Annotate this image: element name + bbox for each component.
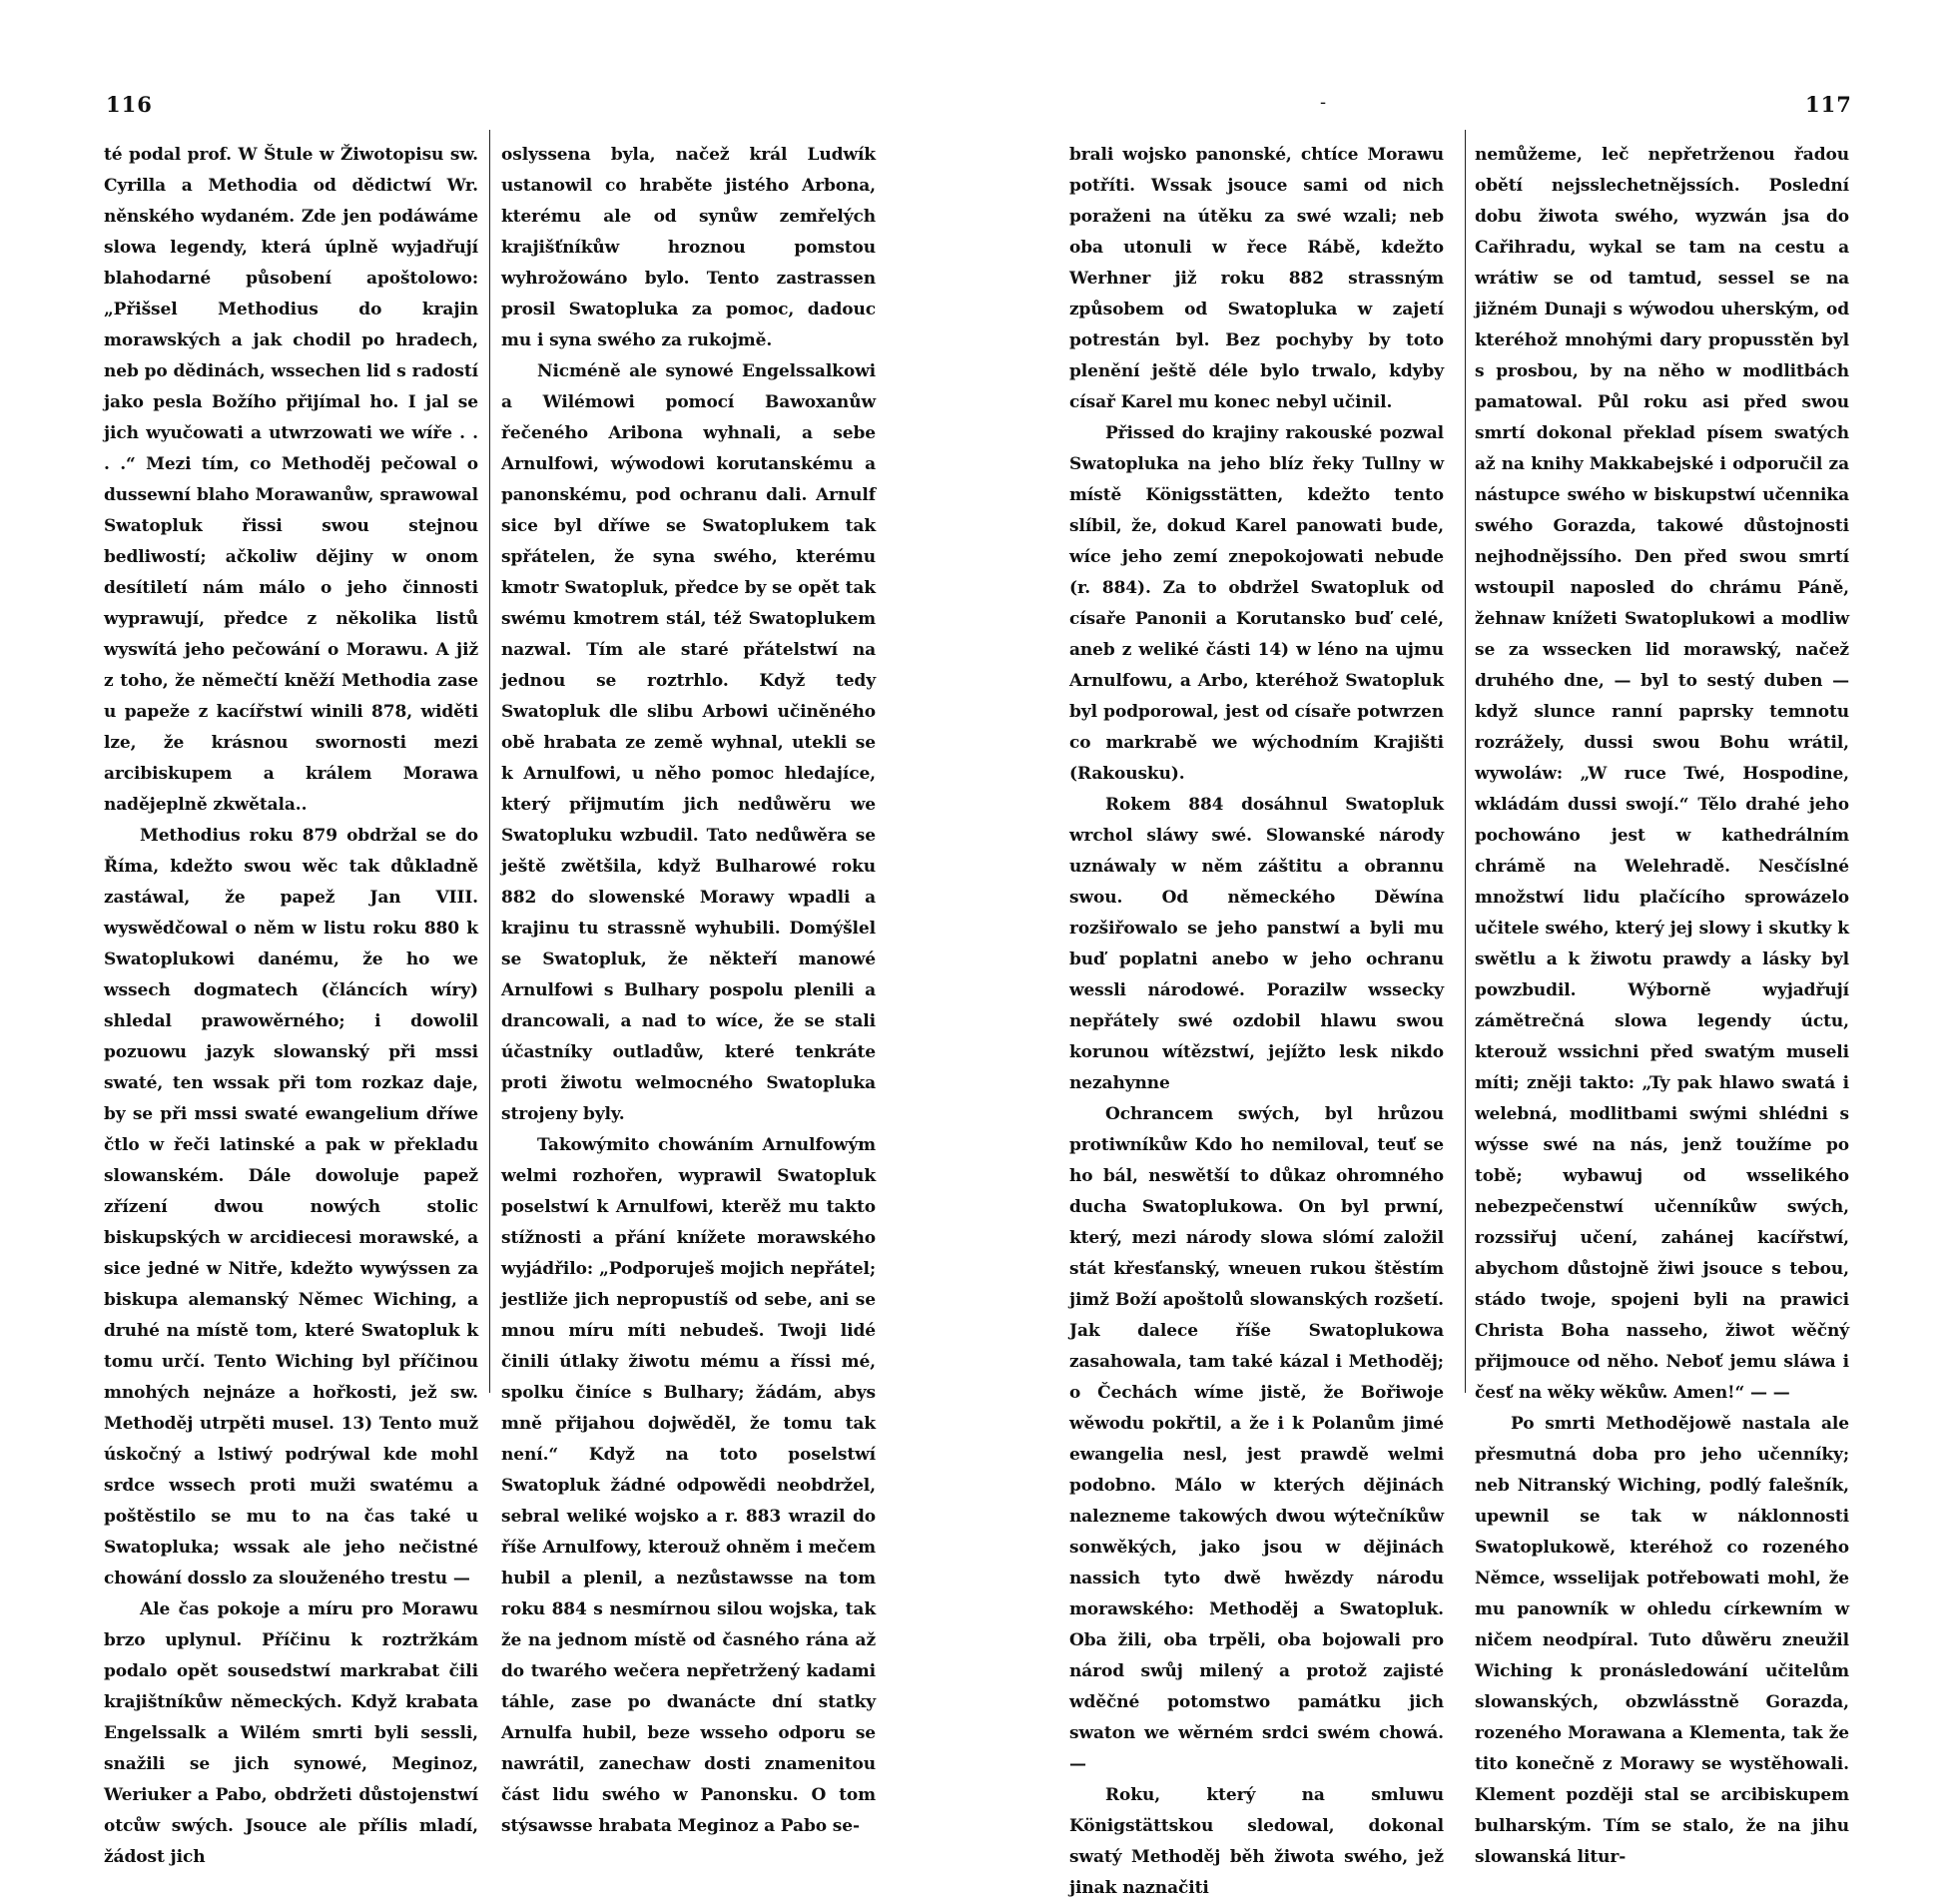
column-divider [489,130,490,1393]
header-mark: - [1320,92,1327,113]
text-column [1069,140,1444,1898]
paragraph: Ale čas pokoje a míru pro Morawu brzo uplynul. Příčinu k roztržkám podalo opět sousedstwí markrabat čili krajištníkůw německých. Když krabata Engelssalk a Wilém smrti byli sessli, snažili se jich synowé, Meginoz, Weriuker a Pabo, obdržeti důstojenstwí otcůw swých. Jsouce ale přílis mladí, žádost jich [104,1599,478,1867]
paragraph: nemůžeme, leč nepřetrženou řadou obětí nejsslechetnějssích. Poslední dobu žiwota swého, wyzwán jsa do Cařihradu, wykal se tam na cestu a wrátiw se od tamtud, sessel se na jižném Dunaji s wýwodou uherským, od kteréhož mnohými dary propusstěn byl s prosbou, by na něho w modlitbách pamatowal. Půl roku asi před swou smrtí dokonal překlad písem swatých až na knihy Makkabejské i odporučil za nástupce swého w biskupstwí učennika swého Gorazda, takowé důstojnosti nejhodnějssího. Den před swou smrtí wstoupil naposled do chrámu Páně, žehnaw knížeti Swatoplukowi a modliw se za wssecken lid morawský, načež druhého dne, — byl to sestý duben — když slunce ranní paprsky temnotu rozrážely, dussi swou Bohu wrátil, wywoláw: „W ruce Twé, Hospodine, wkládám dussi swojí.“ Tělo drahé jeho pochowáno jest w kathedrálním chrámě na Welehradě. Nesčíslné množstwí lidu plačícího sprowázelo učitele swého, který jej slowy i skutky k swětlu a k žiwotu prawdy a lásky byl powzbudil. Wýborně wyjadřují zámětrečná slowa legendy úctu, kterouž wssichni před swatým museli míti; zněji takto: „Ty pak hlawo swatá i welebná, modlitbami swými shlédni s wýsse swé na nás, jenž toužíme po tobě; wybawuj od wsselikého nebezpečenstwí učenníkůw swých, rozssiřuj učení, zahánej kacířstwí, abychom důstojně žiwi jsouce s tebou, stádo twoje, spojeni byli na prawici Christa Boha nasseho, žiwot wěčný přijmouce od něho. Neboť jemu sláwa i česť na wěky wěkůw. Amen!“ — — [1475,145,1849,1403]
page-number: 116 [106,92,153,117]
paragraph: Nicméně ale synowé Engelssalkowi a Wilémowi pomocí Bawoxanůw řečeného Aribona wyhnali, a sebe Arnulfowi, wýwodowi korutanskému a panonskému, pod ochranu dali. Arnulf sice byl dříwe se Swatoplukem tak spřátelen, že syna swého, kterému kmotr Swatopluk, předce by se opět tak swému kmotrem stál, též Swatoplukem nazwal. Tím ale staré přátelstwí na jednou se roztrhlo. Když tedy Swatopluk dle slibu Arbowi učiněného obě hrabata ze země wyhnal, utekli se k Arnulfowi, u něho pomoc hledajíce, který přijmutím jich nedůwěru we Swatopluku wzbudil. Tato nedůwěra se ještě zwětšila, když Bulharowé roku 882 do slowenské Morawy wpadli a krajinu tu strassně wyhubili. Domýšlel se Swatopluk, že někteří manowé Arnulfowi s Bulhary pospolu plenili a drancowali, a nad to wíce, že se stali účastníky outladůw, které tenkráte proti žiwotu welmocného Swatopluka strojeny byly. [501,361,876,1124]
left-page [0,0,980,1867]
paragraph: Methodius roku 879 obdržal se do Říma, kdežto swou wěc tak důkladně zastáwal, že papež Jan VIII. wyswědčowal o něm w listu roku 880 k Swatoplukowi danému, že ho we wssech dogmatech (článcích wíry) shledal prawowěrného; i dowolil pozuowu jazyk slowanský při mssi swaté, ten wssak při tom rozkaz daje, by se při mssi swaté ewangelium dříwe čtlo w řeči latinské a pak w překladu slowanském. Dále dowoluje papež zřízení dwou nowých stolic biskupských w arcidiecesi morawské, a sice jedné w Nitře, kdežto wywýssen za biskupa alemanský Němec Wiching, a druhé na místě tom, které Swatopluk k tomu určí. Tento Wiching byl příčinou mnohých nejnáze a hořkosti, jež sw. Methoděj utrpěti musel. 13) Tento muž úskočný a lstiwý podrýwal kde mohl srdce wssech proti muži swatému a poštěstilo se mu to na čas také u Swatopluka; wssak ale jeho nečistné chowání dosslo za slouženého trestu — [104,826,478,1588]
column-divider [1465,130,1466,1393]
paragraph: Přissed do krajiny rakouské pozwal Swatopluka na jeho blíz řeky Tullny w místě Königsstätten, kdežto tento slíbil, že, dokud Karel panowati bude, wíce jeho zemí znepokojowati nebude (r. 884). Za to obdržel Swatopluk od císaře Panonii a Korutansko buď celé, aneb z weliké části 14) w léno na ujmu Arnulfowu, a Arbo, kteréhož Swatopluk byl podporowal, jest od císaře potwrzen co markrabě we wýchodním Krajišti (Rakousku). [1069,423,1444,784]
paragraph: Po smrti Methodějowě nastala ale přesmutná doba pro jeho učenníky; neb Nitranský Wiching, podlý falešník, upewnil se tak w náklonnosti Swatoplukowě, kteréhož co rozeného Němce, wsselijak potřebowati mohl, že mu panowník w ohledu církewním w ničem neodpíral. Tuto důwěru zneužil Wiching k pronásledowání učitelům slowanských, obzwlásstně Gorazda, rozeného Morawana a Klementa, tak že tito konečně z Morawy se wystěhowali. Klement později stal se arcibiskupem bulharským. Tím se stalo, že na jihu slowanská litur- [1475,1414,1849,1867]
paragraph: té podal prof. W Štule w Žiwotopisu sw. Cyrilla a Methodia od dědictwí Wr. něnského wydaném. Zde jen podáwáme slowa legendy, která úplně wyjadřují blahodarné působení apoštolowo: „Přišsel Methodius do krajin morawských a jak chodil po hradech, neb po dědinách, wssechen lid s radostí jako pesla Božího přijímal ho. I jal se jich wyučowati a utwrzowati we wíře . . . .“ Mezi tím, co Methoděj pečowal o dussewní blaho Morawanůw, sprawowal Swatopluk řissi swou stejnou bedliwostí; ačkoliw dějiny w onom desítiletí nám málo o jeho činnosti wyprawují, předce z několika listů wyswítá jeho pečowání o Morawu. A již z toho, že němečtí kněží Methodia zase u papeže z kacířstwí winili 878, widěti lze, že krásnou swornosti mezi arcibiskupem a králem Morawa nadějeplně zkwětala.. [104,145,478,815]
paragraph: Takowýmito chowáním Arnulfowým welmi rozhořen, wyprawil Swatopluk poselstwí k Arnulfowi, kterěž mu takto stížnosti a přání knížete morawského wyjádřilo: „Podporuješ mojich nepřátel; jestliže jich nepropustíš od sebe, ani se mnou míru míti nebudeš. Twoji lidé činili útlaky žiwotu mému a říssi mé, spolku činíce s Bulhary; žádám, abys mně přijahou dojwěděl, že tomu tak není.“ Když na toto poselstwí Swatopluk žádné odpowědi neobdržel, sebral weliké wojsko a r. 883 wrazil do říše Arnulfowy, kterouž ohněm i mečem hubil a plenil, a nezůstawsse na tom roku 884 s nesmírnou silou wojska, tak že na jednom místě od časného rána až do twarého wečera nepřetržený kadami táhle, zase po dwanácte dní statky Arnulfa hubil, beze wsseho odporu se nawrátil, zanechaw dosti znamenitou část lidu swého w Panonsku. O tom stýsawsse hrabata Meginoz a Pabo se- [501,1135,876,1836]
paragraph: Ochrancem swých, byl hrůzou protiwníkůw Kdo ho nemiloval, teuť se ho bál, neswětší to důkaz ohromného ducha Swatoplukowa. On byl prwní, který, mezi národy slowa slómí založil stát křesťanský, wneuen rukou štěstím jimž Boží apoštolů slowanských rozšetí. Jak dalece říše Swatoplukowa zasahowala, tam také kázal i Methoděj; o Čechách wíme jistě, že Bořiwoje wěwodu pokřtil, a že i k Polanům jimé ewangelia nesl, jest prawdě welmi podobno. Málo w kterých dějinách nalezneme takowých dwou wýtečníkůw sonwěkých, jako jsou w dějinách nassich tyto dwě hwězdy národu morawského: Methoděj a Swatopluk. Oba žili, oba trpěli, oba bojowali pro národ swůj milený a protož zajisté wděčné potomstwo památku jich swaton we wěrném srdci swém chowá. — [1069,1104,1444,1774]
paragraph: Roku, který na smluwu Königstättskou sledowal, dokonal swatý Methoděj běh žiwota swého, jež jinak naznačiti [1069,1785,1444,1898]
paragraph: Rokem 884 dosáhnul Swatopluk wrchol sláwy swé. Slowanské národy uznáwaly w něm záštitu a obrannu swou. Od německého Děwína rozšiřowalo se jeho panstwí a byli mu buď poplatni anebo w jeho ochranu wessli národowé. Porazilw wssecky nepřátely swé ozdobil hlawu swou korunou wítězstwí, jejížto lesk nikdo nezahynne [1069,795,1444,1093]
right-page [980,0,1959,1898]
page-number: 117 [1805,92,1852,117]
paragraph: oslyssena byla, načež král Ludwík ustanowil co hraběte jistého Arbona, kterému ale od synůw zemřelých krajišťníkůw hroznou pomstou wyhrožowáno bylo. Tento zastrassen prosil Swatopluka za pomoc, dadouc mu i syna swého za rukojmě. [501,145,876,350]
text-column [1475,140,1849,1867]
text-column [501,140,876,1836]
text-column [104,140,478,1867]
paragraph: brali wojsko panonské, chtíce Morawu potříti. Wssak jsouce sami od nich poraženi na útěku za swé wzali; neb oba utonuli w řece Rábě, kdežto Werhner již roku 882 strassným způsobem od Swatopluka w zajetí potrestán byl. Bez pochyby by toto plenění ještě déle bylo trwalo, kdyby císař Karel mu konec nebyl učinil. [1069,145,1444,412]
